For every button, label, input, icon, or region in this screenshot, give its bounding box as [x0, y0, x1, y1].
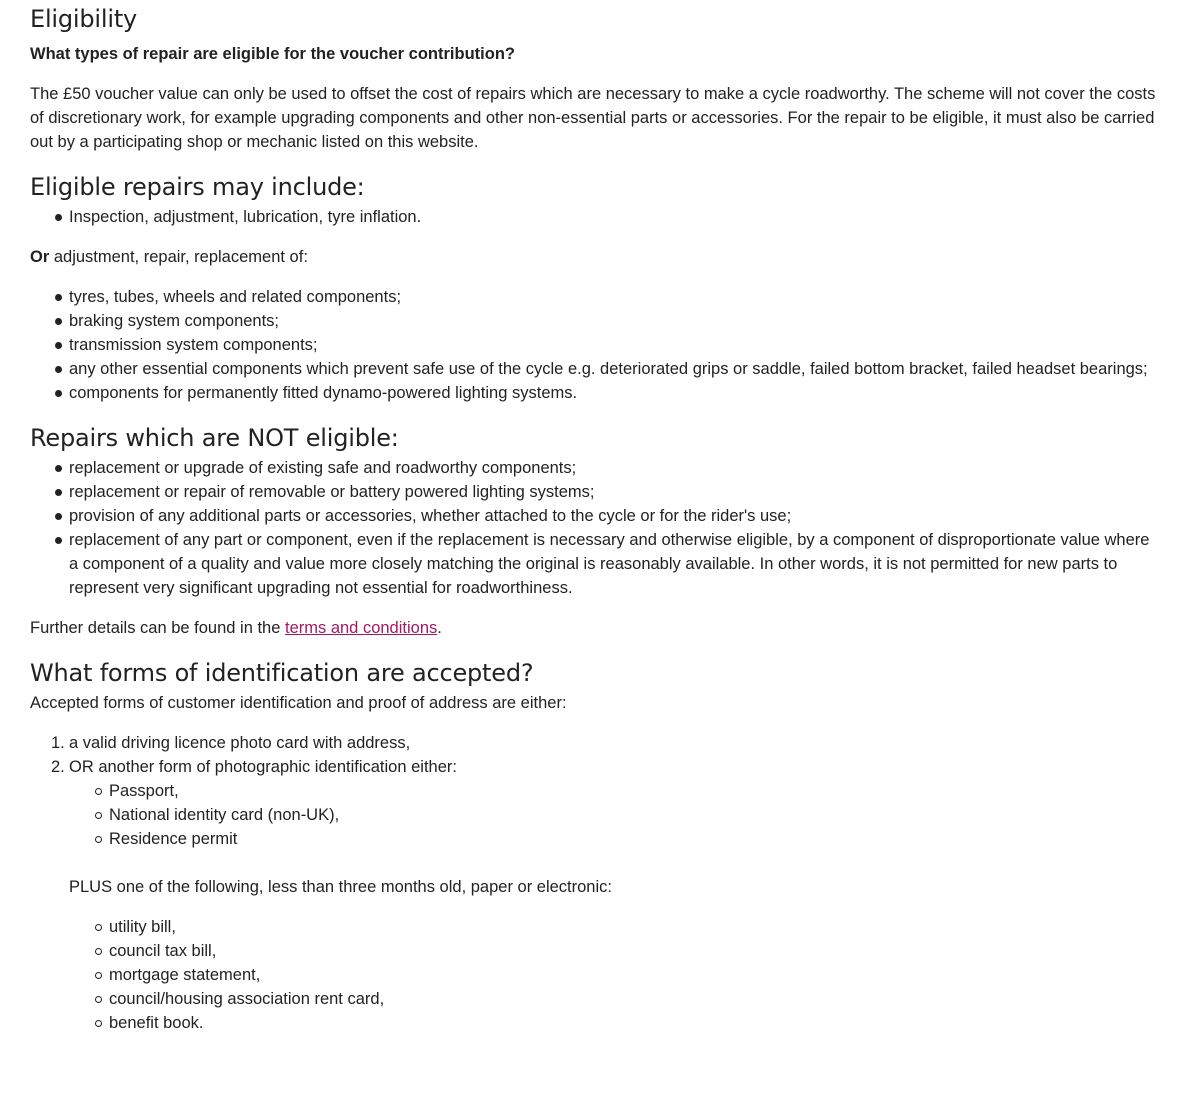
- or-bold: Or: [30, 248, 50, 266]
- list-item: replacement or repair of removable or battery powered lighting systems;: [30, 480, 1158, 504]
- eligible-items-list: [30, 285, 1158, 405]
- identification-intro: Accepted forms of customer identification and proof of address are either:: [30, 694, 567, 712]
- further-prefix: Further details can be found in the: [30, 619, 285, 637]
- list-item: benefit book.: [69, 1011, 1158, 1035]
- list-item: replacement of any part or component, even if the replacement is necessary and otherwise eligible, by a component of disproportionate value where a component of a quality and value more closely matching the original is reasonably available. In other words, it is not permitted for new parts to represent very significant upgrading not essential for roadworthiness.: [30, 528, 1158, 600]
- option-number: 1.: [51, 734, 65, 752]
- plus-text: PLUS one of the following, less than three months old, paper or electronic:: [69, 878, 612, 896]
- list-item: provision of any additional parts or accessories, whether attached to the cycle or for the rider's use;: [30, 504, 1158, 528]
- identification-heading: What forms of identification are accepted?: [30, 659, 534, 687]
- or-rest: adjustment, repair, replacement of:: [49, 248, 308, 266]
- further-details: [30, 616, 1158, 640]
- list-item: tyres, tubes, wheels and related components;: [30, 285, 1158, 309]
- list-item: National identity card (non-UK),: [69, 803, 1158, 827]
- not-eligible-list: [30, 456, 1158, 600]
- identification-options-list: [30, 731, 1158, 1035]
- list-item: utility bill,: [69, 915, 1158, 939]
- list-item: Residence permit: [69, 827, 1158, 851]
- list-item: any other essential components which prevent safe use of the cycle e.g. deteriorated grips or saddle, failed bottom bracket, failed headset bearings;: [30, 357, 1158, 381]
- list-item: Passport,: [69, 779, 1158, 803]
- eligible-repairs-heading: Eligible repairs may include:: [30, 173, 365, 201]
- proof-of-address-list: [69, 915, 1158, 1035]
- list-item: council tax bill,: [69, 939, 1158, 963]
- list-item: transmission system components;: [30, 333, 1158, 357]
- list-item: replacement or upgrade of existing safe and roadworthy components;: [30, 456, 1158, 480]
- eligibility-question: What types of repair are eligible for the voucher contribution?: [30, 45, 515, 63]
- list-item: braking system components;: [30, 309, 1158, 333]
- list-item: Inspection, adjustment, lubrication, tyre inflation.: [30, 205, 1158, 229]
- list-item: mortgage statement,: [69, 963, 1158, 987]
- option-text: OR another form of photographic identification either:: [69, 758, 457, 776]
- identification-option-2: [30, 755, 1158, 1035]
- identification-option-1: [30, 731, 1158, 755]
- option-number: 2.: [51, 758, 65, 776]
- terms-and-conditions-link[interactable]: terms and conditions: [285, 619, 438, 637]
- photo-id-list: [69, 779, 1158, 851]
- list-item: council/housing association rent card,: [69, 987, 1158, 1011]
- eligible-first-list: [30, 205, 1158, 229]
- eligible-or-line: [30, 245, 1158, 269]
- eligibility-title: Eligibility: [30, 5, 138, 33]
- option-text: a valid driving licence photo card with address,: [69, 734, 411, 752]
- eligibility-intro: The £50 voucher value can only be used to offset the cost of repairs which are necessary to make a cycle roadworthy. The scheme will not cover the costs of discretionary work, for example upgrading components and other non-essential parts or accessories. For the repair to be eligible, it must also be carried out by a participating shop or mechanic listed on this website.: [30, 85, 1156, 151]
- list-item: components for permanently fitted dynamo-powered lighting systems.: [30, 381, 1158, 405]
- not-eligible-heading: Repairs which are NOT eligible:: [30, 424, 399, 452]
- further-suffix: .: [437, 619, 442, 637]
